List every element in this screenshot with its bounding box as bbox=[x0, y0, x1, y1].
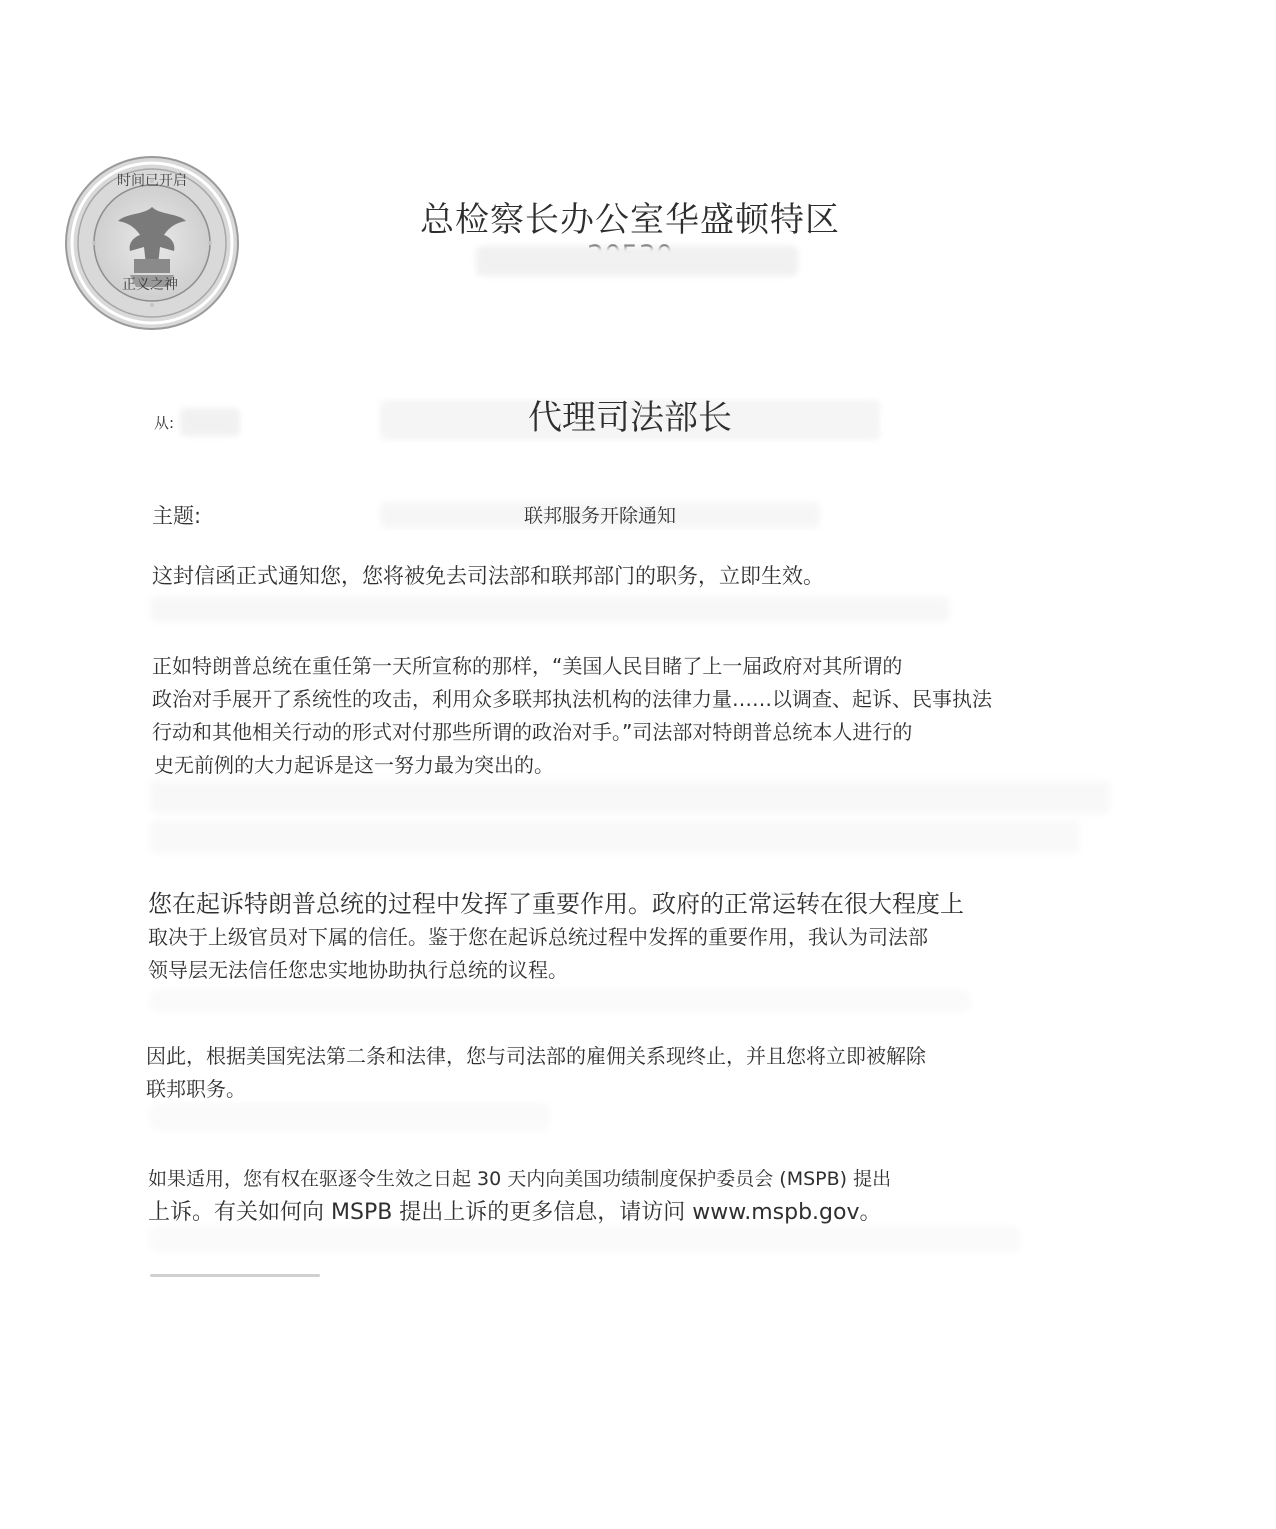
paragraph-line: 政治对手展开了系统性的攻击，利用众多联邦执法机构的法律力量……以调查、起诉、民事执法 bbox=[152, 687, 992, 711]
paragraph-line: 史无前例的大力起诉是这一努力最为突出的。 bbox=[154, 753, 554, 777]
redaction-smudge bbox=[476, 246, 798, 276]
from-label: 从: bbox=[154, 414, 175, 432]
paragraph-line: 联邦职务。 bbox=[146, 1077, 246, 1101]
department-seal bbox=[64, 155, 240, 331]
paragraph-2 bbox=[152, 650, 992, 782]
paragraph-line: 行动和其他相关行动的形式对付那些所谓的政治对手。”司法部对特朗普总统本人进行的 bbox=[152, 720, 913, 744]
paragraph-line: 取决于上级官员对下属的信任。鉴于您在起诉总统过程中发挥的重要作用，我认为司法部 bbox=[148, 925, 928, 949]
paragraph-4 bbox=[146, 1040, 926, 1106]
signature-line bbox=[150, 1274, 320, 1277]
seal-bottom-text: 正义之神 bbox=[122, 277, 178, 293]
faded-text bbox=[150, 780, 1110, 814]
faded-text bbox=[150, 596, 950, 622]
paragraph-line: 您在起诉特朗普总统的过程中发挥了重要作用。政府的正常运转在很大程度上 bbox=[148, 890, 964, 918]
redaction-smudge bbox=[180, 408, 240, 436]
office-title: 总检察长办公室华盛顿特区 bbox=[420, 200, 840, 240]
paragraph-line: 领导层无法信任您忠实地协助执行总统的议程。 bbox=[148, 958, 568, 982]
subject-label: 主题: bbox=[152, 504, 202, 528]
seal-top-text: 时间已开启 bbox=[117, 173, 187, 189]
subject-text: 联邦服务开除通知 bbox=[523, 505, 676, 527]
faded-text bbox=[150, 990, 970, 1012]
sender-title: 代理司法部长 bbox=[528, 398, 732, 438]
paragraph-line: 上诉。有关如何向 MSPB 提出上诉的更多信息，请访问 www.mspb.gov。 bbox=[148, 1200, 882, 1225]
faded-text bbox=[150, 1226, 1020, 1252]
paragraph-1 bbox=[152, 560, 824, 590]
faded-text bbox=[150, 1104, 550, 1130]
paragraph-line: 正如特朗普总统在重任第一天所宣称的那样，“美国人民目睹了上一届政府对其所谓的 bbox=[152, 654, 903, 678]
paragraph-5 bbox=[148, 1162, 891, 1230]
paragraph-line: 如果适用，您有权在驱逐令生效之日起 30 天内向美国功绩制度保护委员会 (MSPB) 提出 bbox=[148, 1168, 892, 1190]
paragraph-3 bbox=[148, 888, 964, 987]
paragraph-line: 因此，根据美国宪法第二条和法律，您与司法部的雇佣关系现终止，并且您将立即被解除 bbox=[146, 1044, 926, 1068]
faded-text bbox=[150, 820, 1080, 854]
paragraph-line: 这封信函正式通知您，您将被免去司法部和联邦部门的职务，立即生效。 bbox=[152, 564, 824, 588]
